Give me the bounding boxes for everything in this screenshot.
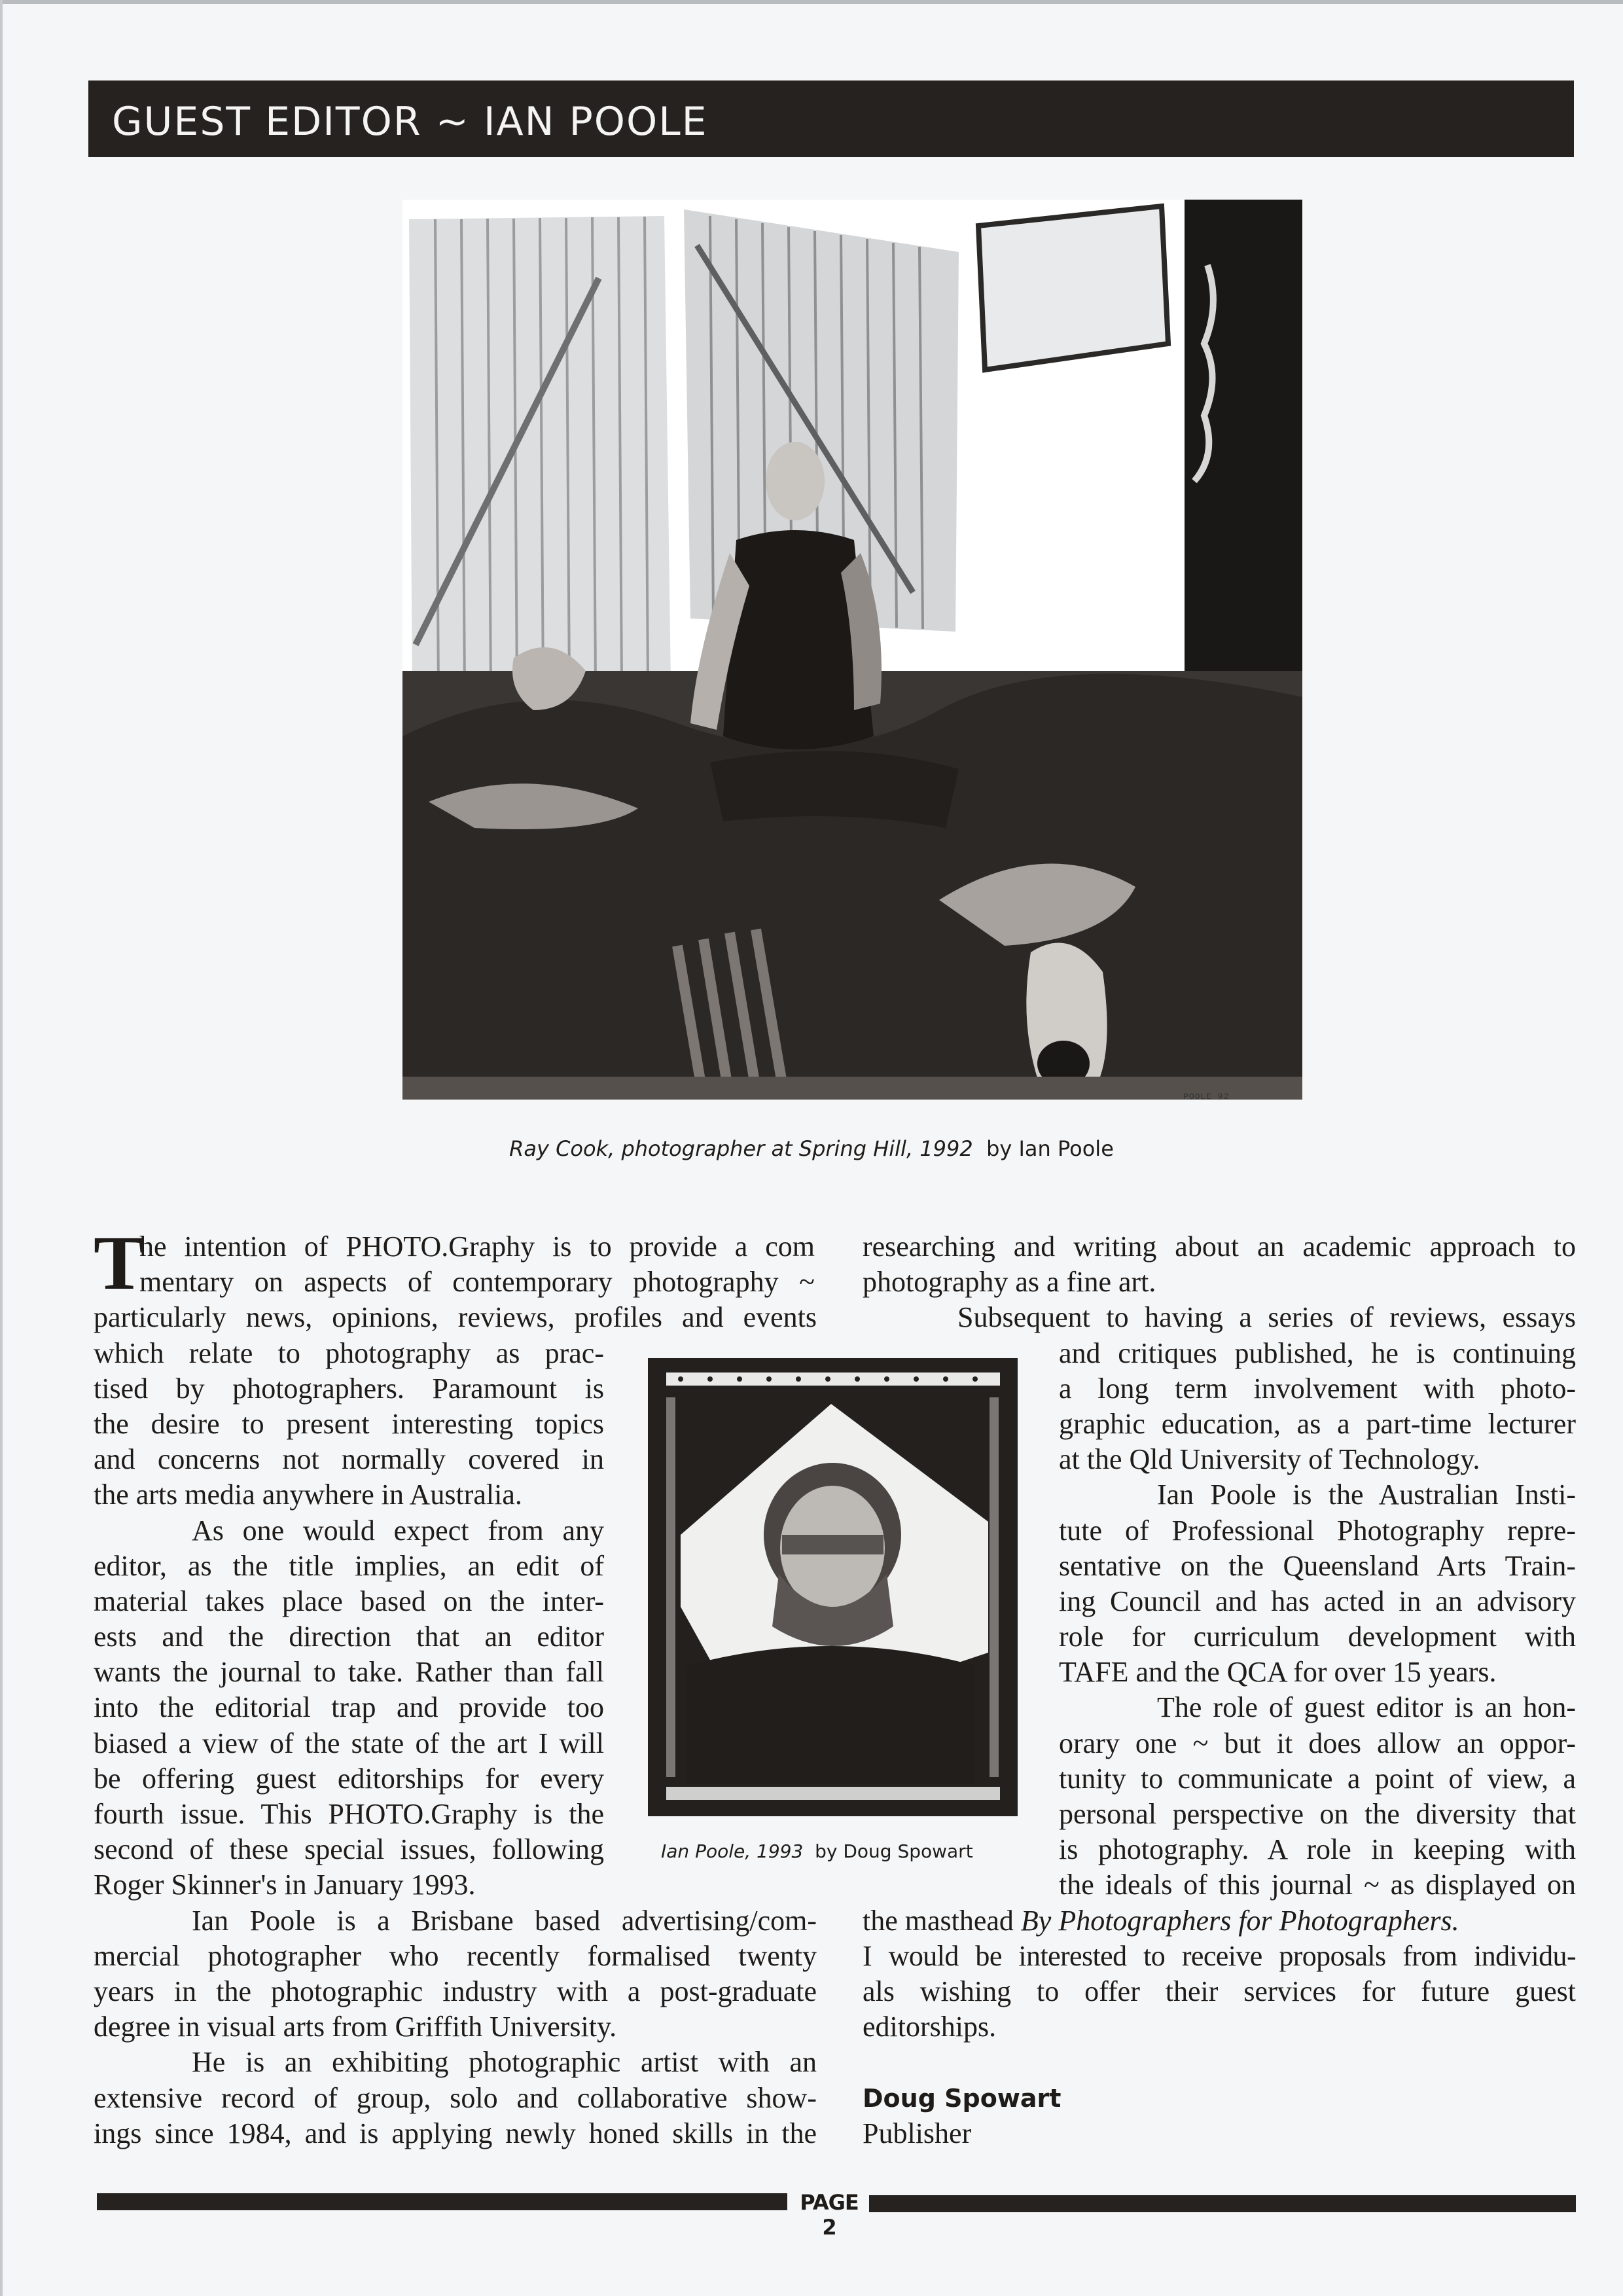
article-line: ests and the direction that an editor — [94, 1621, 604, 1653]
signoff-name: Doug Spowart — [863, 2083, 1061, 2113]
article-line: editor, as the title implies, an edit of — [94, 1549, 604, 1582]
article-line: Roger Skinner's in January 1993. — [94, 1869, 476, 1901]
article-line: Subsequent to having a series of reviews, essays — [957, 1301, 1576, 1334]
article-line: the arts media anywhere in Australia. — [94, 1479, 522, 1511]
article-line: the masthead — [863, 1904, 1014, 1937]
article-line: extensive record of group, solo and collaborative show- — [94, 2081, 817, 2114]
article-line: tute of Professional Photography repre- — [1059, 1514, 1576, 1547]
photo-signature: POOLE 92 — [1183, 1092, 1230, 1102]
article-line: The role of guest editor is an hon- — [1157, 1691, 1576, 1724]
article-line: orary one ~ but it does allow an oppor- — [1059, 1727, 1576, 1759]
article-line: the desire to present interesting topics — [94, 1407, 604, 1440]
article-line: graphic education, as a part-time lecturer — [1059, 1407, 1576, 1440]
article-line: editorships. — [863, 2011, 997, 2043]
main-photo-caption — [0, 1136, 1623, 1161]
article-line: I would be interested to receive proposals from individu- — [863, 1939, 1576, 1972]
footer-rule-right — [869, 2195, 1576, 2212]
main-photo-caption-title: Ray Cook, photographer at Spring Hill, 1992 — [509, 1136, 973, 1161]
article-line: tunity to communicate a point of view, a — [1059, 1762, 1576, 1795]
article-line: at the Qld University of Technology. — [1059, 1443, 1480, 1476]
page-number: PAGE 2 — [800, 2190, 859, 2240]
article-line: He is an exhibiting photographic artist with an — [192, 2046, 817, 2079]
article-line: TAFE and the QCA for over 15 years. — [1059, 1656, 1497, 1689]
article-column-right — [863, 1229, 1576, 2151]
article-line: years in the photographic industry with a post-graduate — [94, 1975, 817, 2007]
article-line: second of these special issues, following — [94, 1833, 604, 1866]
article-line: ings since 1984, and is applying newly honed skills in the — [94, 2117, 817, 2149]
article-line: he intention of PHOTO.Graphy is to provide a com — [139, 1230, 815, 1263]
article-line: wants the journal to take. Rather than fall — [94, 1656, 604, 1689]
article-line: researching and writing about an academic approach to — [863, 1230, 1576, 1263]
article-line: into the editorial trap and provide too — [94, 1691, 604, 1724]
article-line: degree in visual arts from Griffith University. — [94, 2011, 617, 2043]
article-line: As one would expect from any — [192, 1514, 604, 1547]
page-edge — [0, 0, 1623, 4]
article-line: role for curriculum development with — [1059, 1621, 1576, 1653]
inset-photo-caption-title: Ian Poole, 1993 — [661, 1840, 804, 1862]
page-title: GUEST EDITOR ~ IAN POOLE — [112, 99, 708, 145]
main-photo-caption-credit: by Ian Poole — [986, 1136, 1114, 1161]
article-line: fourth issue. This PHOTO.Graphy is the — [94, 1798, 604, 1830]
signoff-role: Publisher — [863, 2117, 972, 2149]
article-line: a long term involvement with photo- — [1059, 1372, 1576, 1405]
title-banner — [88, 81, 1574, 157]
inset-photo-caption-credit: by Doug Spowart — [815, 1840, 973, 1862]
article-line: and concerns not normally covered in — [94, 1443, 604, 1476]
article-line: Ian Poole is a Brisbane based advertising/com- — [192, 1904, 817, 1937]
article-line: and critiques published, he is continuing — [1059, 1336, 1576, 1369]
article-line: the ideals of this journal ~ as displayed on — [1059, 1869, 1576, 1901]
article-line: Ian Poole is the Australian Insti- — [1157, 1479, 1576, 1511]
article-line: is photography. A role in keeping with — [1059, 1833, 1576, 1866]
article-line: particularly news, opinions, reviews, profiles and events — [94, 1301, 817, 1334]
article-line: als wishing to offer their services for future guest — [863, 1975, 1576, 2007]
left-door — [409, 216, 671, 697]
masthead-motto: By Photographers for Photographers. — [1020, 1904, 1459, 1937]
article-line: ing Council and has acted in an advisory — [1059, 1585, 1576, 1617]
article-line: mercial photographer who recently formalised twenty — [94, 1939, 817, 1972]
article-line: sentative on the Queensland Arts Train- — [1059, 1549, 1576, 1582]
article-line: which relate to photography as prac- — [94, 1336, 604, 1369]
main-photograph — [402, 200, 1302, 1100]
drop-cap: T — [94, 1220, 145, 1306]
article-line: tised by photographers. Paramount is — [94, 1372, 604, 1405]
article-line: material takes place based on the inter- — [94, 1585, 604, 1617]
article-line: personal perspective on the diversity that — [1059, 1798, 1576, 1830]
footer-rule-left — [97, 2193, 787, 2210]
article-line: biased a view of the state of the art I will — [94, 1727, 604, 1759]
article-line: mentary on aspects of contemporary photography ~ — [139, 1266, 815, 1299]
article-line: photography as a fine art. — [863, 1266, 1156, 1299]
article-line: be offering guest editorships for every — [94, 1762, 604, 1795]
article-line-masthead — [863, 1903, 1576, 1939]
